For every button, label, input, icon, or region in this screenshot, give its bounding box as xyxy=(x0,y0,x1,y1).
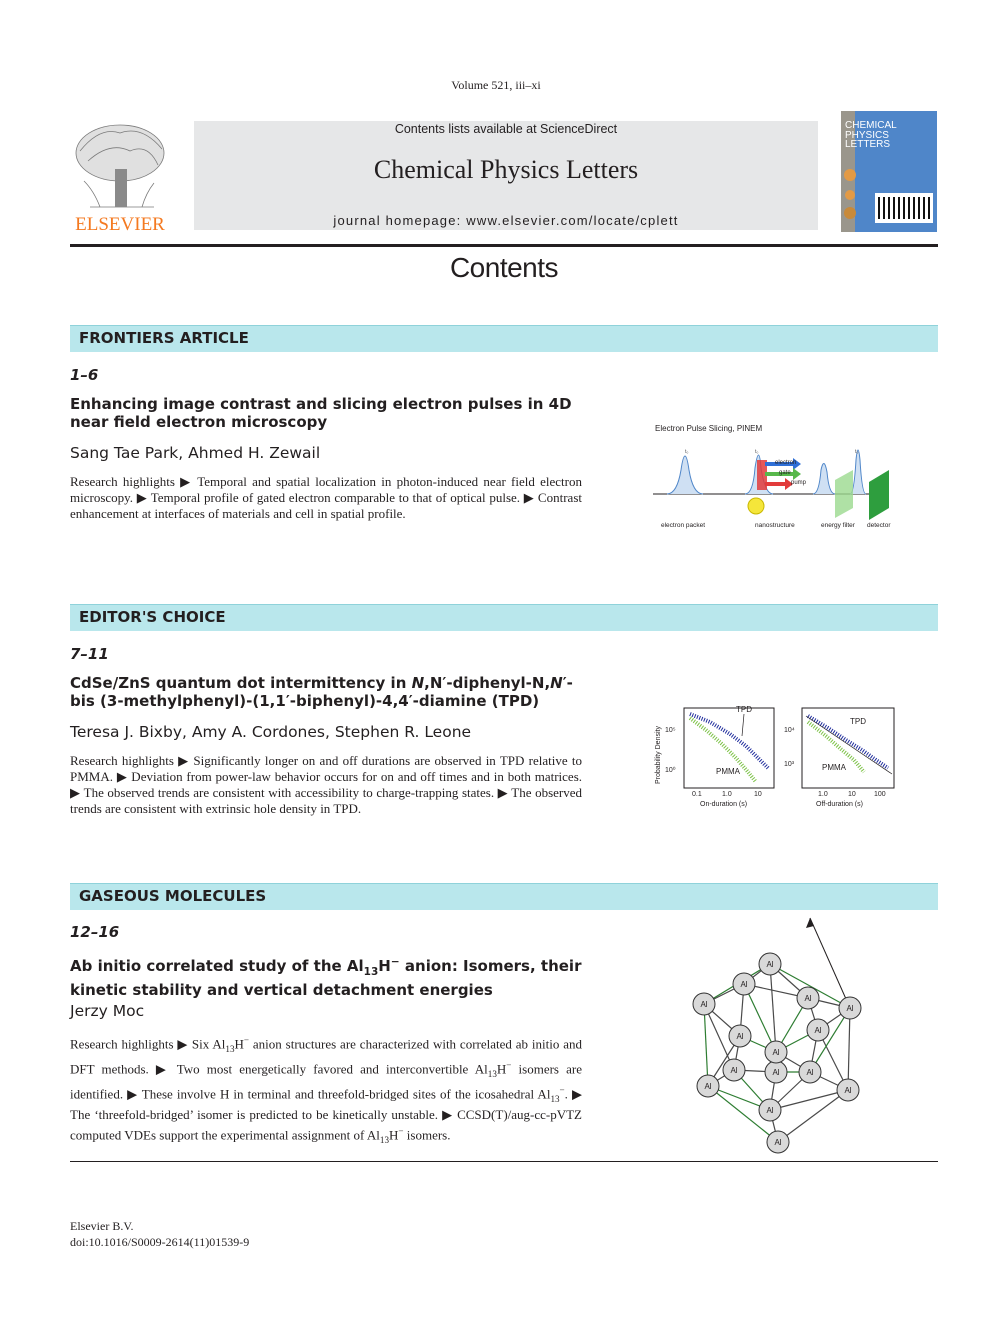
article-authors: Jerzy Moc xyxy=(70,1002,145,1020)
time-label: t₀ xyxy=(685,449,689,455)
cover-title-line: CHEMICAL xyxy=(845,120,897,131)
pinem-graphical-abstract[interactable] xyxy=(645,420,900,535)
highlight-text: H xyxy=(389,1127,399,1143)
header-rule xyxy=(70,244,938,247)
title-part: ′-bis (3-methylphenyl)-(1,1′-biphenyl)-4,4′-diamine (TPD) xyxy=(70,674,573,710)
section-heading-gaseous-molecules: GASEOUS MOLECULES xyxy=(79,887,267,905)
cover-title-line: LETTERS xyxy=(845,139,891,150)
al13h-cluster-graphical-abstract[interactable] xyxy=(682,912,872,1157)
figure-label: energy filter xyxy=(821,522,855,529)
y-tick: 10⁴ xyxy=(784,727,795,734)
highlight-text: H xyxy=(496,1061,507,1077)
footer-rule xyxy=(70,1161,938,1162)
title-part: CdSe/ZnS quantum dot intermittency in xyxy=(70,674,412,692)
bond-line xyxy=(848,1008,850,1090)
atom-label: Al xyxy=(766,1106,774,1115)
subscript: 13 xyxy=(487,1068,497,1079)
elsevier-wordmark: ELSEVIER xyxy=(75,214,165,233)
research-highlights: Research highlights ▶ Significantly longer on and off durations are observed in TPD relative to PMMA. ▶ Deviation from power-law behavior occurs for on and off times and in both matrices. ▶ The observed trends are consistent with accessibility to charge-trapping states. ▶ The observed trends are consistent with extrinsic hole density in TPD. xyxy=(70,753,582,816)
superscript: − xyxy=(506,1059,512,1070)
atom-label: Al xyxy=(766,960,774,969)
intermittency-graphical-abstract[interactable] xyxy=(650,700,900,812)
highlight-text: isomers are identified. ▶ These involve H in terminal and threefold-bridged sites of the icosahedral Al xyxy=(70,1061,582,1102)
title-superscript: − xyxy=(390,956,400,968)
atom-label: Al xyxy=(704,1082,712,1091)
title-part: ,N′-diphenyl-N, xyxy=(424,674,551,692)
arrowhead-icon xyxy=(806,918,814,928)
time-label: t₀ xyxy=(755,449,759,455)
title-part: anion: Isomers, their kinetic stability and vertical detachment energies xyxy=(70,957,582,999)
highlight-text: anion structures are characterized with correlated ab initio and DFT methods. ▶ Two most energetically favored and interconvertible Al xyxy=(70,1036,582,1077)
title-part: Ab initio correlated study of the Al xyxy=(70,957,364,975)
highlight-text: isomers. xyxy=(403,1127,451,1143)
article-authors: Teresa J. Bixby, Amy A. Cordones, Stephen R. Leone xyxy=(70,723,472,741)
arrow-label: pump xyxy=(791,480,807,486)
pinem-diagram xyxy=(645,420,900,535)
x-tick: 10 xyxy=(848,791,856,798)
series-label: PMMA xyxy=(822,763,846,772)
title-part: H xyxy=(378,957,391,975)
arrow-label: gate xyxy=(779,470,791,476)
atom-label: Al xyxy=(804,994,812,1003)
bond-line xyxy=(704,1004,708,1086)
article-title[interactable] xyxy=(70,674,590,710)
figure-label: electron packet xyxy=(661,522,706,529)
x-axis-label: On-duration (s) xyxy=(700,801,748,808)
atom-label: Al xyxy=(806,1068,814,1077)
y-tick: 10³ xyxy=(784,761,795,768)
article-title[interactable]: Enhancing image contrast and slicing electron pulses in 4D near field electron microscopy xyxy=(70,395,572,431)
page-title: Contents xyxy=(449,252,559,283)
y-axis-label: Probability Density xyxy=(655,726,662,784)
footer-doi[interactable]: doi:10.1016/S0009-2614(11)01539-9 xyxy=(70,1235,250,1249)
series-label: TPD xyxy=(850,717,866,726)
subscript: 13 xyxy=(225,1043,235,1054)
x-axis-label: Off-duration (s) xyxy=(816,801,863,808)
atom-label: Al xyxy=(774,1138,782,1147)
bond-line xyxy=(778,1090,848,1142)
contents-available-link[interactable]: Contents lists available at ScienceDirect xyxy=(394,122,618,136)
arrow-label: electron xyxy=(775,460,797,466)
right-plot-points xyxy=(806,716,892,774)
highlight-text: H xyxy=(234,1036,244,1052)
atom-label: Al xyxy=(740,980,748,989)
icosahedron-diagram xyxy=(682,912,872,1157)
article-pages[interactable]: 12–16 xyxy=(70,923,120,941)
atom-label: Al xyxy=(772,1068,780,1077)
atom-label: Al xyxy=(700,1000,708,1009)
cover-title xyxy=(845,121,935,150)
title-part-italic: N xyxy=(550,674,563,692)
journal-homepage[interactable]: journal homepage: www.elsevier.com/locate/cplett xyxy=(333,213,679,228)
x-tick: 1.0 xyxy=(818,791,828,798)
atom-label: Al xyxy=(772,1048,780,1057)
figure-label: detector xyxy=(867,522,891,529)
atom-label: Al xyxy=(844,1086,852,1095)
footer-publisher: Elsevier B.V. xyxy=(70,1219,134,1233)
superscript: − xyxy=(398,1125,404,1136)
x-tick: 10 xyxy=(754,791,762,798)
elsevier-tree-icon xyxy=(70,121,170,233)
y-tick: 10⁵ xyxy=(665,727,676,734)
y-tick: 10⁰ xyxy=(665,767,676,774)
x-tick: 100 xyxy=(874,791,886,798)
subscript: 13 xyxy=(379,1134,389,1145)
footer xyxy=(70,1218,249,1250)
bond-line xyxy=(770,964,776,1052)
series-label: TPD xyxy=(736,705,752,714)
title-subscript: 13 xyxy=(363,966,379,978)
series-label: PMMA xyxy=(716,767,740,776)
highlight-text: Research highlights ▶ Six Al xyxy=(70,1036,226,1052)
cover-title-line: PHYSICS xyxy=(845,129,889,141)
article-pages[interactable]: 7–11 xyxy=(70,645,109,663)
x-tick: 1.0 xyxy=(722,791,732,798)
figure-title: Electron Pulse Slicing, PINEM xyxy=(655,424,763,433)
article-authors: Sang Tae Park, Ahmed H. Zewail xyxy=(70,444,321,462)
x-tick: 0.1 xyxy=(692,791,702,798)
volume-info: Volume 521, iii–xi xyxy=(451,78,541,92)
highlight-text: . ▶ The ‘threefold-bridged’ isomer is predicted to be kinetically unstable. ▶ CCSD(T)/aug-cc-pVTZ computed VDEs support the experimental assignment of Al xyxy=(70,1086,582,1143)
journal-title: Chemical Physics Letters xyxy=(373,155,639,184)
article-title[interactable] xyxy=(70,953,590,999)
title-part-italic: N xyxy=(411,674,425,692)
superscript: − xyxy=(243,1035,250,1045)
figure-label: nanostructure xyxy=(755,522,795,529)
article-pages[interactable]: 1–6 xyxy=(70,366,99,384)
atom-label: Al xyxy=(730,1066,738,1075)
bond-line xyxy=(770,1090,848,1110)
superscript: − xyxy=(559,1084,565,1095)
contents-available-text xyxy=(194,121,818,137)
research-highlights xyxy=(70,1032,582,1148)
intermittency-plots xyxy=(650,700,900,812)
elsevier-logo[interactable] xyxy=(70,121,170,233)
atom-label: Al xyxy=(814,1026,822,1035)
atom-label: Al xyxy=(846,1004,854,1013)
section-heading-frontiers: FRONTIERS ARTICLE xyxy=(79,329,249,347)
research-highlights: Research highlights ▶ Temporal and spatial localization in photon-induced near field electron microscopy. ▶ Temporal profile of gated electron comparable to that of optical pulse. ▶ Contrast enhancement at interfaces of materials and cell in spatial profile. xyxy=(70,474,582,521)
atom-label: Al xyxy=(736,1032,744,1041)
section-heading-editors-choice: EDITOR'S CHOICE xyxy=(79,608,226,626)
time-label: t₀ xyxy=(855,449,859,455)
subscript: 13 xyxy=(550,1093,560,1104)
